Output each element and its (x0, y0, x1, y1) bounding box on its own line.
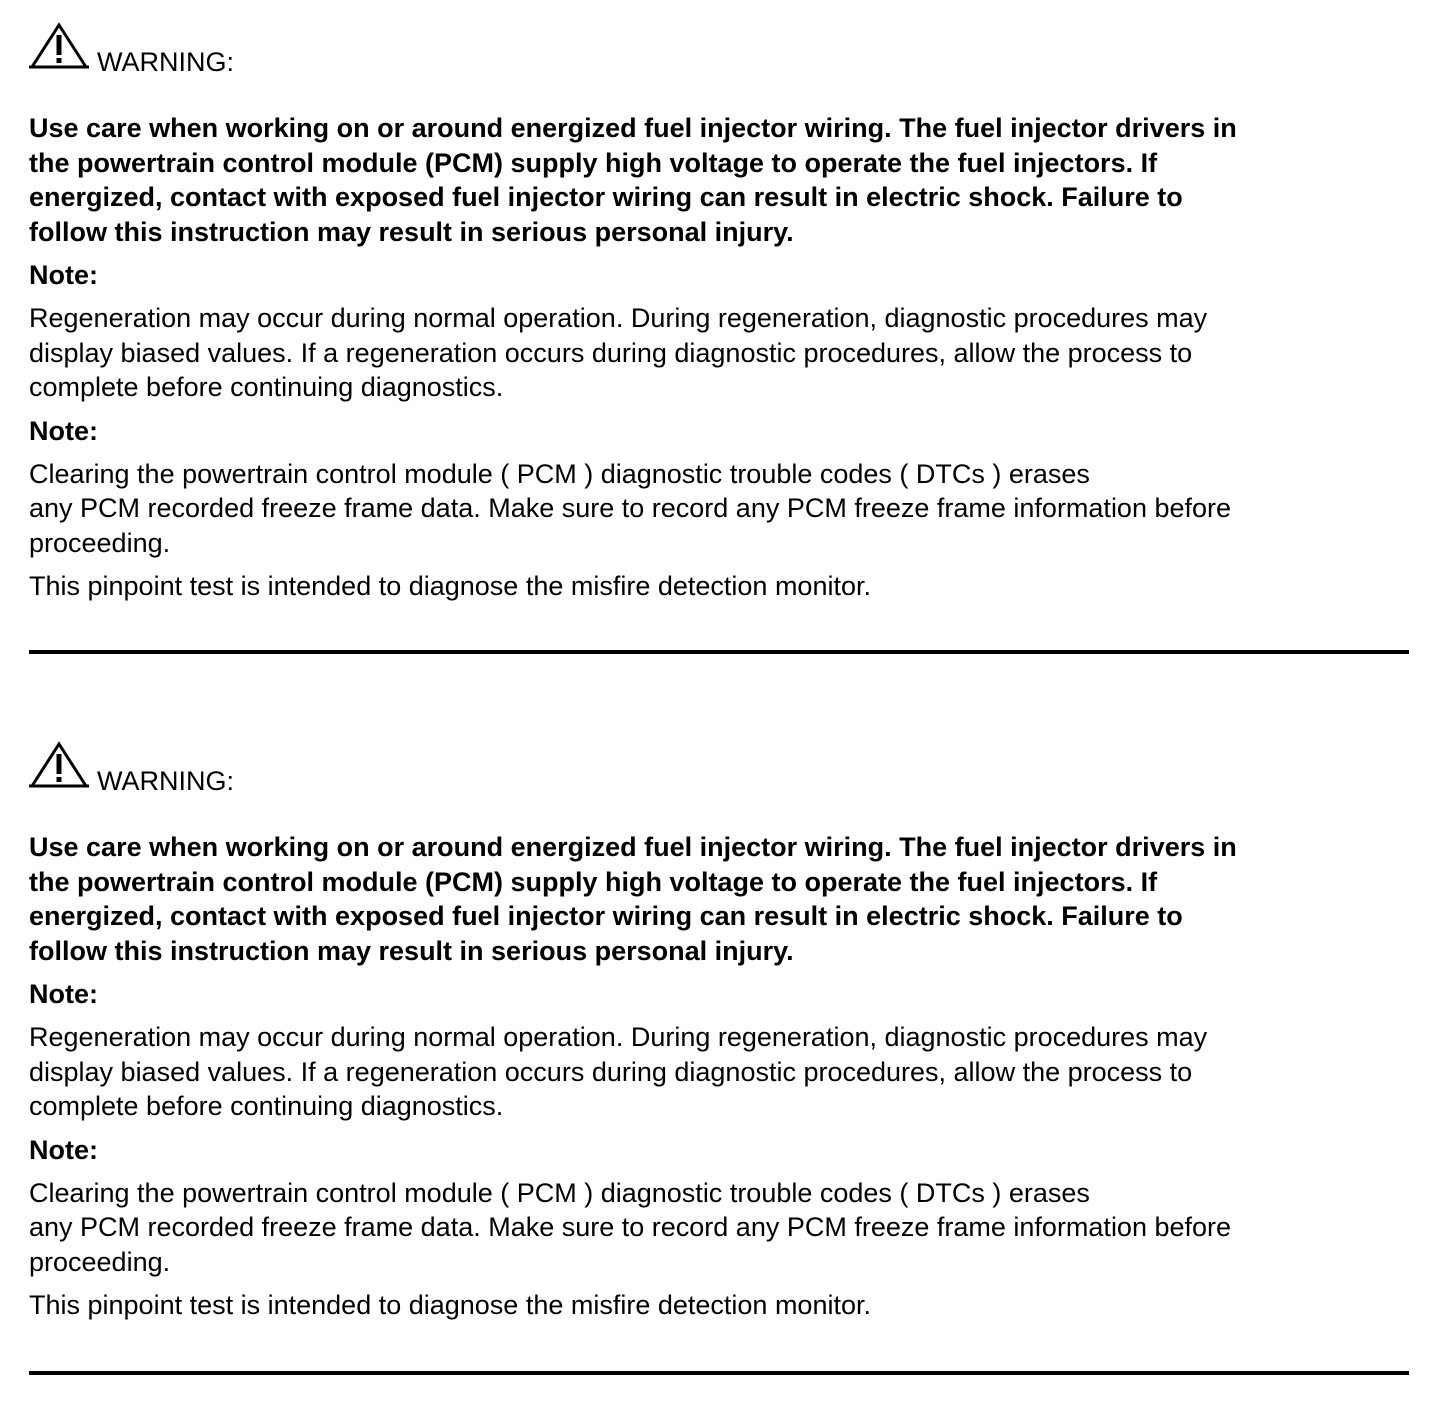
warning-label: WARNING: (97, 766, 234, 796)
warning-section-2 (29, 741, 1409, 1323)
note-text-clearing-dtcs: Clearing the powertrain control module ( PCM ) diagnostic trouble codes ( DTCs ) erases any PCM recorded freeze frame data. Make sure to record any PCM freeze frame information before proceeding. (29, 1177, 1232, 1277)
note-label: Note: (29, 1134, 98, 1165)
section-divider (29, 650, 1409, 654)
pinpoint-test-description: This pinpoint test is intended to diagnose the misfire detection monitor. (29, 571, 871, 601)
note-text-regeneration: Regeneration may occur during normal operation. During regeneration, diagnostic procedures may display biased values. If a regeneration occurs during diagnostic procedures, allow the process to complete before continuing diagnostics. (29, 303, 1208, 402)
warning-triangle-icon (29, 741, 89, 789)
warning-label: WARNING: (97, 47, 234, 77)
warning-header (29, 741, 1409, 796)
note-text-clearing-dtcs: Clearing the powertrain control module ( PCM ) diagnostic trouble codes ( DTCs ) erases any PCM recorded freeze frame data. Make sure to record any PCM freeze frame information before proceeding. (29, 458, 1232, 558)
warning-section-1 (29, 22, 1409, 604)
section-divider (29, 1371, 1409, 1375)
note-label: Note: (29, 415, 98, 446)
warning-text: Use care when working on or around energized fuel injector wiring. The fuel injector drivers in the powertrain control module (PCM) supply high voltage to operate the fuel injectors. If energized, contact with exposed fuel injector wiring can result in electric shock. Failure to follow this instruction may result in serious personal injury. (29, 832, 1237, 966)
note-label: Note: (29, 260, 98, 290)
warning-header (29, 22, 1409, 77)
note-label: Note: (29, 979, 98, 1009)
warning-triangle-icon (29, 22, 89, 70)
warning-text: Use care when working on or around energized fuel injector wiring. The fuel injector drivers in the powertrain control module (PCM) supply high voltage to operate the fuel injectors. If energized, contact with exposed fuel injector wiring can result in electric shock. Failure to follow this instruction may result in serious personal injury. (29, 113, 1237, 247)
pinpoint-test-description: This pinpoint test is intended to diagnose the misfire detection monitor. (29, 1290, 871, 1320)
note-text-regeneration: Regeneration may occur during normal operation. During regeneration, diagnostic procedures may display biased values. If a regeneration occurs during diagnostic procedures, allow the process to complete before continuing diagnostics. (29, 1022, 1208, 1121)
